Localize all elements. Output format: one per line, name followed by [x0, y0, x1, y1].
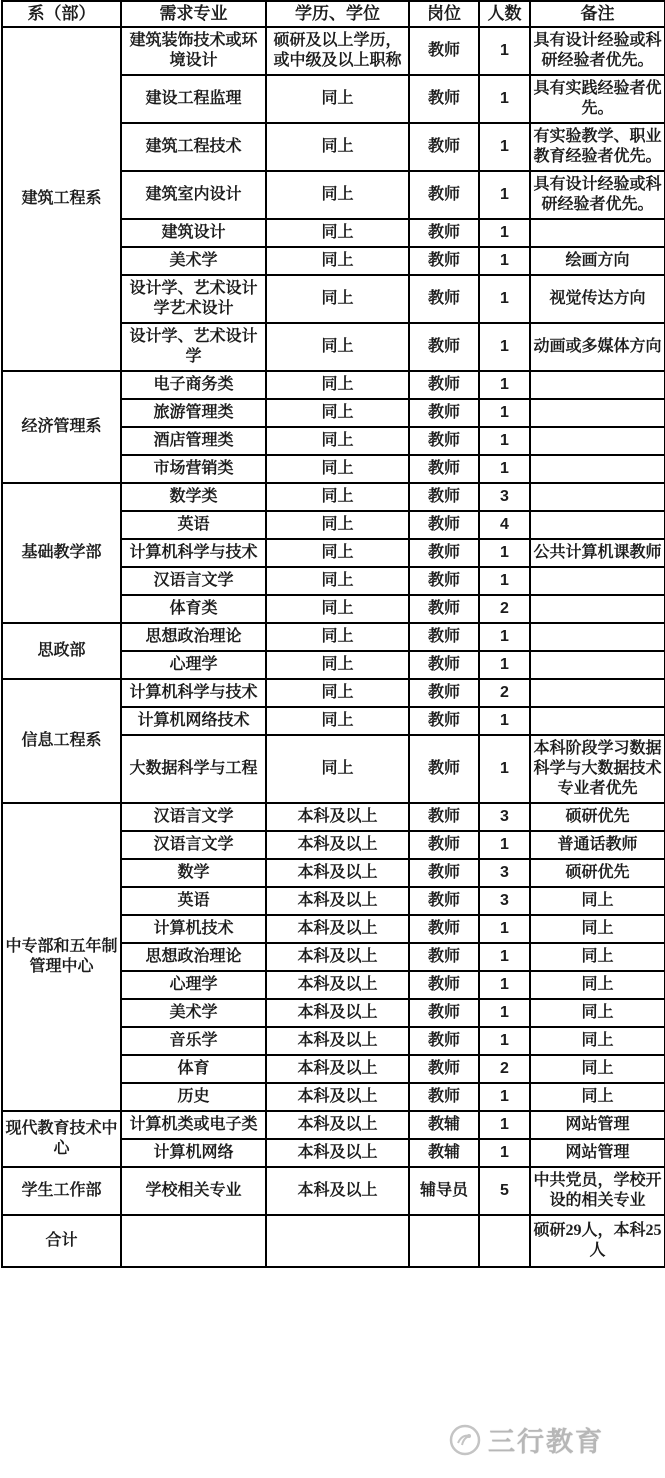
- major-cell: 音乐学: [121, 1027, 266, 1055]
- major-cell: 数学: [121, 859, 266, 887]
- position-cell: 教师: [409, 943, 479, 971]
- count-cell: 1: [479, 275, 530, 323]
- education-cell: 同上: [266, 595, 409, 623]
- count-cell: 1: [479, 75, 530, 123]
- count-cell: 1: [479, 1083, 530, 1111]
- education-cell: 本科及以上: [266, 971, 409, 999]
- table-body: [2, 27, 665, 1267]
- note-cell: 同上: [530, 971, 665, 999]
- position-cell: 教师: [409, 123, 479, 171]
- major-cell: 体育类: [121, 595, 266, 623]
- column-header: 学历、学位: [266, 1, 409, 27]
- recruitment-table: [1, 0, 665, 1268]
- count-cell: 1: [479, 323, 530, 371]
- major-cell: 建筑室内设计: [121, 171, 266, 219]
- note-cell: 同上: [530, 1027, 665, 1055]
- education-cell: 本科及以上: [266, 859, 409, 887]
- note-cell: 同上: [530, 915, 665, 943]
- position-cell: 教师: [409, 323, 479, 371]
- department-cell: 思政部: [2, 623, 121, 679]
- department-cell: 中专部和五年制管理中心: [2, 803, 121, 1111]
- count-cell: 1: [479, 219, 530, 247]
- count-cell: 1: [479, 399, 530, 427]
- total-education-cell: [266, 1215, 409, 1267]
- note-cell: [530, 679, 665, 707]
- table-row: [2, 483, 665, 511]
- major-cell: 市场营销类: [121, 455, 266, 483]
- count-cell: 2: [479, 595, 530, 623]
- note-cell: [530, 623, 665, 651]
- major-cell: 设计学、艺术设计学艺术设计: [121, 275, 266, 323]
- education-cell: 同上: [266, 371, 409, 399]
- count-cell: 1: [479, 1027, 530, 1055]
- major-cell: 汉语言文学: [121, 803, 266, 831]
- clipped-major-text: 计算机类或电子类: [129, 1116, 258, 1133]
- major-cell: 英语: [121, 887, 266, 915]
- major-cell: 计算机网络: [121, 1139, 266, 1167]
- department-cell: 现代教育技术中心: [2, 1111, 121, 1167]
- note-cell: 视觉传达方向: [530, 275, 665, 323]
- education-cell: 本科及以上: [266, 943, 409, 971]
- count-cell: 1: [479, 971, 530, 999]
- table-row: [2, 1111, 665, 1139]
- note-cell: [530, 455, 665, 483]
- count-cell: 1: [479, 27, 530, 75]
- position-cell: 教师: [409, 679, 479, 707]
- count-cell: 5: [479, 1167, 530, 1215]
- major-cell: 设计学、艺术设计学: [121, 323, 266, 371]
- education-cell: 本科及以上: [266, 1083, 409, 1111]
- count-cell: 1: [479, 831, 530, 859]
- education-cell: 同上: [266, 623, 409, 651]
- position-cell: 辅导员: [409, 1167, 479, 1215]
- education-cell: 本科及以上: [266, 999, 409, 1027]
- column-header: 备注: [530, 1, 665, 27]
- major-cell: 思想政治理论: [121, 943, 266, 971]
- count-cell: 1: [479, 123, 530, 171]
- major-cell: 学校相关专业: [121, 1167, 266, 1215]
- education-cell: 同上: [266, 483, 409, 511]
- count-cell: 1: [479, 455, 530, 483]
- major-cell: 电子商务类: [121, 371, 266, 399]
- position-cell: 教师: [409, 803, 479, 831]
- major-cell: 建筑工程技术: [121, 123, 266, 171]
- major-cell: 美术学: [121, 999, 266, 1027]
- position-cell: 教师: [409, 275, 479, 323]
- major-cell: 历史: [121, 1083, 266, 1111]
- count-cell: 1: [479, 999, 530, 1027]
- education-cell: 本科及以上: [266, 1055, 409, 1083]
- education-cell: 本科及以上: [266, 803, 409, 831]
- position-cell: 教师: [409, 707, 479, 735]
- position-cell: 教师: [409, 915, 479, 943]
- note-cell: 普通话教师: [530, 831, 665, 859]
- position-cell: 教师: [409, 595, 479, 623]
- major-cell: 建筑装饰技术或环境设计: [121, 27, 266, 75]
- position-cell: 教师: [409, 831, 479, 859]
- note-cell: 公共计算机课教师: [530, 539, 665, 567]
- table-row: [2, 679, 665, 707]
- table-row: [2, 1167, 665, 1215]
- education-cell: 同上: [266, 219, 409, 247]
- note-cell: 有实验教学、职业教育经验者优先。: [530, 123, 665, 171]
- note-cell: 绘画方向: [530, 247, 665, 275]
- position-cell: 教师: [409, 567, 479, 595]
- education-cell: 同上: [266, 651, 409, 679]
- count-cell: 1: [479, 567, 530, 595]
- education-cell: 同上: [266, 323, 409, 371]
- count-cell: 1: [479, 427, 530, 455]
- count-cell: 1: [479, 735, 530, 803]
- position-cell: 教师: [409, 427, 479, 455]
- education-cell: 同上: [266, 123, 409, 171]
- position-cell: 教师: [409, 455, 479, 483]
- education-cell: 硕研及以上学历，或中级及以上职称: [266, 27, 409, 75]
- position-cell: 教师: [409, 1083, 479, 1111]
- note-cell: [530, 399, 665, 427]
- note-cell: 网站管理: [530, 1111, 665, 1139]
- major-cell: 计算机网络技术: [121, 707, 266, 735]
- major-cell: 心理学: [121, 651, 266, 679]
- count-cell: 1: [479, 1111, 530, 1139]
- education-cell: 本科及以上: [266, 831, 409, 859]
- total-major-cell: [121, 1215, 266, 1267]
- note-cell: 本科阶段学习数据科学与大数据技术专业者优先: [530, 735, 665, 803]
- total-row: [2, 1215, 665, 1267]
- education-cell: 同上: [266, 427, 409, 455]
- watermark: [448, 1420, 604, 1459]
- major-cell: 酒店管理类: [121, 427, 266, 455]
- position-cell: 教师: [409, 27, 479, 75]
- count-cell: 1: [479, 247, 530, 275]
- education-cell: 同上: [266, 455, 409, 483]
- education-cell: 本科及以上: [266, 1139, 409, 1167]
- position-cell: 教师: [409, 75, 479, 123]
- position-cell: 教师: [409, 483, 479, 511]
- table-row: [2, 27, 665, 75]
- count-cell: 3: [479, 887, 530, 915]
- position-cell: 教师: [409, 859, 479, 887]
- note-cell: 具有设计经验或科研经验者优先。: [530, 27, 665, 75]
- column-header: 系（部）: [2, 1, 121, 27]
- education-cell: 同上: [266, 539, 409, 567]
- position-cell: 教师: [409, 399, 479, 427]
- major-cell: 建筑设计: [121, 219, 266, 247]
- position-cell: 教师: [409, 1027, 479, 1055]
- note-cell: 网站管理: [530, 1139, 665, 1167]
- position-cell: 教师: [409, 219, 479, 247]
- column-header: 人数: [479, 1, 530, 27]
- position-cell: 教辅: [409, 1111, 479, 1139]
- education-cell: 同上: [266, 735, 409, 803]
- column-header: 需求专业: [121, 1, 266, 27]
- count-cell: 3: [479, 483, 530, 511]
- watermark-text: 三行教育: [488, 1427, 604, 1457]
- major-cell: 建设工程监理: [121, 75, 266, 123]
- major-cell: 大数据科学与工程: [121, 735, 266, 803]
- position-cell: 教师: [409, 887, 479, 915]
- note-cell: 同上: [530, 943, 665, 971]
- major-cell: 计算机科学与技术: [121, 679, 266, 707]
- education-cell: 同上: [266, 171, 409, 219]
- education-cell: 同上: [266, 511, 409, 539]
- note-cell: 同上: [530, 1055, 665, 1083]
- note-cell: [530, 651, 665, 679]
- table-row: [2, 803, 665, 831]
- position-cell: 教师: [409, 539, 479, 567]
- note-cell: [530, 483, 665, 511]
- table-row: [2, 371, 665, 399]
- watermark-logo-icon: [448, 1423, 482, 1457]
- total-note-cell: 硕研29人，本科25人: [530, 1215, 665, 1267]
- total-count-cell: [479, 1215, 530, 1267]
- count-cell: 1: [479, 707, 530, 735]
- education-cell: 本科及以上: [266, 915, 409, 943]
- department-cell: 信息工程系: [2, 679, 121, 803]
- position-cell: 教师: [409, 511, 479, 539]
- education-cell: 本科及以上: [266, 1167, 409, 1215]
- note-cell: [530, 511, 665, 539]
- education-cell: 同上: [266, 399, 409, 427]
- position-cell: 教师: [409, 247, 479, 275]
- count-cell: 1: [479, 943, 530, 971]
- position-cell: 教师: [409, 999, 479, 1027]
- note-cell: [530, 219, 665, 247]
- major-cell: 英语: [121, 511, 266, 539]
- position-cell: 教师: [409, 735, 479, 803]
- total-position-cell: [409, 1215, 479, 1267]
- major-cell: 体育: [121, 1055, 266, 1083]
- count-cell: 3: [479, 859, 530, 887]
- note-cell: [530, 707, 665, 735]
- position-cell: 教师: [409, 971, 479, 999]
- note-cell: [530, 595, 665, 623]
- department-cell: 经济管理系: [2, 371, 121, 483]
- major-cell: 心理学: [121, 971, 266, 999]
- note-cell: [530, 371, 665, 399]
- major-cell: 数学类: [121, 483, 266, 511]
- education-cell: 同上: [266, 247, 409, 275]
- education-cell: 本科及以上: [266, 887, 409, 915]
- note-cell: 同上: [530, 999, 665, 1027]
- note-cell: 具有实践经验者优先。: [530, 75, 665, 123]
- major-cell: 计算机技术: [121, 915, 266, 943]
- education-cell: 同上: [266, 679, 409, 707]
- education-cell: 同上: [266, 75, 409, 123]
- education-cell: 同上: [266, 707, 409, 735]
- count-cell: 1: [479, 651, 530, 679]
- note-cell: 中共党员，学校开设的相关专业: [530, 1167, 665, 1215]
- department-cell: 学生工作部: [2, 1167, 121, 1215]
- major-cell: 思想政治理论: [121, 623, 266, 651]
- count-cell: 4: [479, 511, 530, 539]
- count-cell: 1: [479, 539, 530, 567]
- education-cell: 本科及以上: [266, 1027, 409, 1055]
- note-cell: 硕研优先: [530, 859, 665, 887]
- major-cell: 汉语言文学: [121, 567, 266, 595]
- header-row: [2, 1, 665, 27]
- education-cell: 同上: [266, 567, 409, 595]
- position-cell: 教师: [409, 171, 479, 219]
- major-cell: 美术学: [121, 247, 266, 275]
- count-cell: 1: [479, 171, 530, 219]
- department-cell: 基础教学部: [2, 483, 121, 623]
- table-row: [2, 623, 665, 651]
- count-cell: 2: [479, 679, 530, 707]
- total-label-cell: 合计: [2, 1215, 121, 1267]
- note-cell: 同上: [530, 887, 665, 915]
- position-cell: 教师: [409, 651, 479, 679]
- count-cell: 1: [479, 1139, 530, 1167]
- note-cell: [530, 567, 665, 595]
- note-cell: 具有设计经验或科研经验者优先。: [530, 171, 665, 219]
- column-header: 岗位: [409, 1, 479, 27]
- major-cell: [121, 1111, 266, 1139]
- education-cell: 同上: [266, 275, 409, 323]
- count-cell: 3: [479, 803, 530, 831]
- position-cell: 教师: [409, 371, 479, 399]
- major-cell: 旅游管理类: [121, 399, 266, 427]
- major-cell: 计算机科学与技术: [121, 539, 266, 567]
- position-cell: 教辅: [409, 1139, 479, 1167]
- note-cell: 同上: [530, 1083, 665, 1111]
- count-cell: 1: [479, 915, 530, 943]
- major-cell: 汉语言文学: [121, 831, 266, 859]
- education-cell: 本科及以上: [266, 1111, 409, 1139]
- position-cell: 教师: [409, 1055, 479, 1083]
- note-cell: 硕研优先: [530, 803, 665, 831]
- position-cell: 教师: [409, 623, 479, 651]
- note-cell: [530, 427, 665, 455]
- note-cell: 动画或多媒体方向: [530, 323, 665, 371]
- count-cell: 2: [479, 1055, 530, 1083]
- department-cell: 建筑工程系: [2, 27, 121, 371]
- count-cell: 1: [479, 623, 530, 651]
- count-cell: 1: [479, 371, 530, 399]
